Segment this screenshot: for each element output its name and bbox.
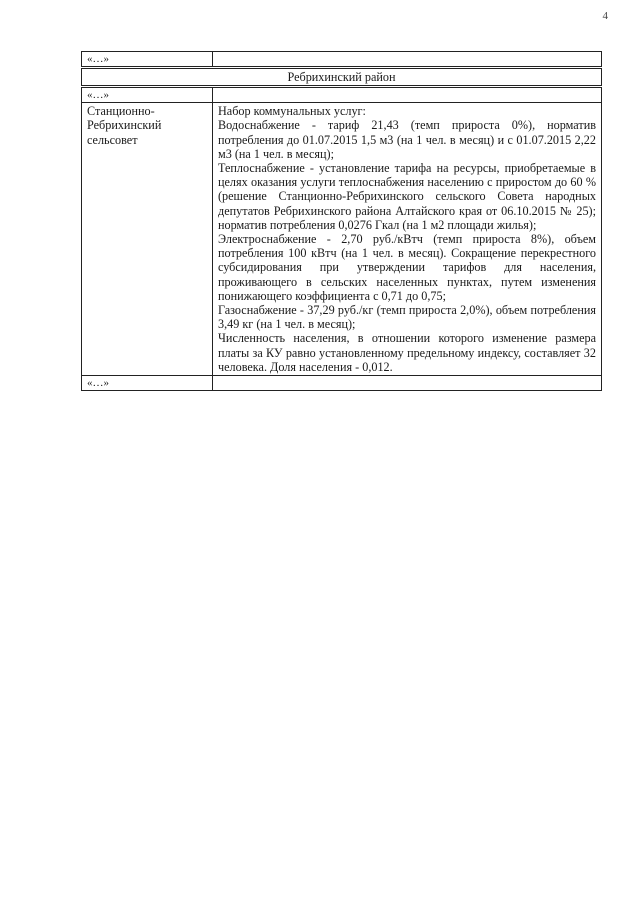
table-row <box>82 103 602 376</box>
region-title: Ребрихинский район <box>82 68 602 87</box>
gas-supply-text: Газоснабжение - 37,29 руб./кг (темп прироста 2,0%), объем потребления 3,49 кг (на 1 чел. в месяц); <box>218 303 596 332</box>
empty-cell <box>213 52 602 68</box>
services-table <box>81 51 602 391</box>
water-supply-text: Водоснабжение - тариф 21,43 (темп прироста 0%), норматив потребления до 01.07.2015 1,5 м3 (на 1 чел. в месяц) и с 01.07.2015 2,22 м3 (на 1 чел. в месяц); <box>218 118 596 161</box>
table-row <box>82 52 602 68</box>
page-number: 4 <box>602 10 608 22</box>
table-row <box>82 68 602 87</box>
ellipsis-cell: «…» <box>82 376 213 391</box>
electricity-text: Электроснабжение - 2,70 руб./кВтч (темп прироста 8%), объем потребления 100 кВтч (на 1 чел. в месяц). Сокращение перекрестного субсидирования при утверждении тарифов для населения, проживающего в сельских населенных пунктах, путем изменения понижающего коэффициента с 0,71 до 0,75; <box>218 232 596 303</box>
population-text: Численность населения, в отношении которого изменение размера платы за КУ равно установленному предельному индексу, составляет 32 человека. Доля населения - 0,012. <box>218 331 596 374</box>
empty-cell <box>213 87 602 103</box>
ellipsis-cell: «…» <box>82 52 213 68</box>
heat-supply-text: Теплоснабжение - установление тарифа на ресурсы, приобретаемые в целях оказания услуги теплоснабжения населению с приростом до 60 % (решение Станционно-Ребрихинского сельского Совета народных депутатов Ребрихинского района Алтайского края от 06.10.2015 № 25); норматив потребления 0,0276 Гкал (на 1 м2 площади жилья); <box>218 161 596 232</box>
services-heading: Набор коммунальных услуг: <box>218 104 366 119</box>
services-description <box>213 103 602 376</box>
ellipsis-cell: «…» <box>82 87 213 103</box>
table-row <box>82 376 602 391</box>
empty-cell <box>213 376 602 391</box>
municipality-name: Станционно-Ребрихинский сельсовет <box>82 103 213 376</box>
table-row <box>82 87 602 103</box>
